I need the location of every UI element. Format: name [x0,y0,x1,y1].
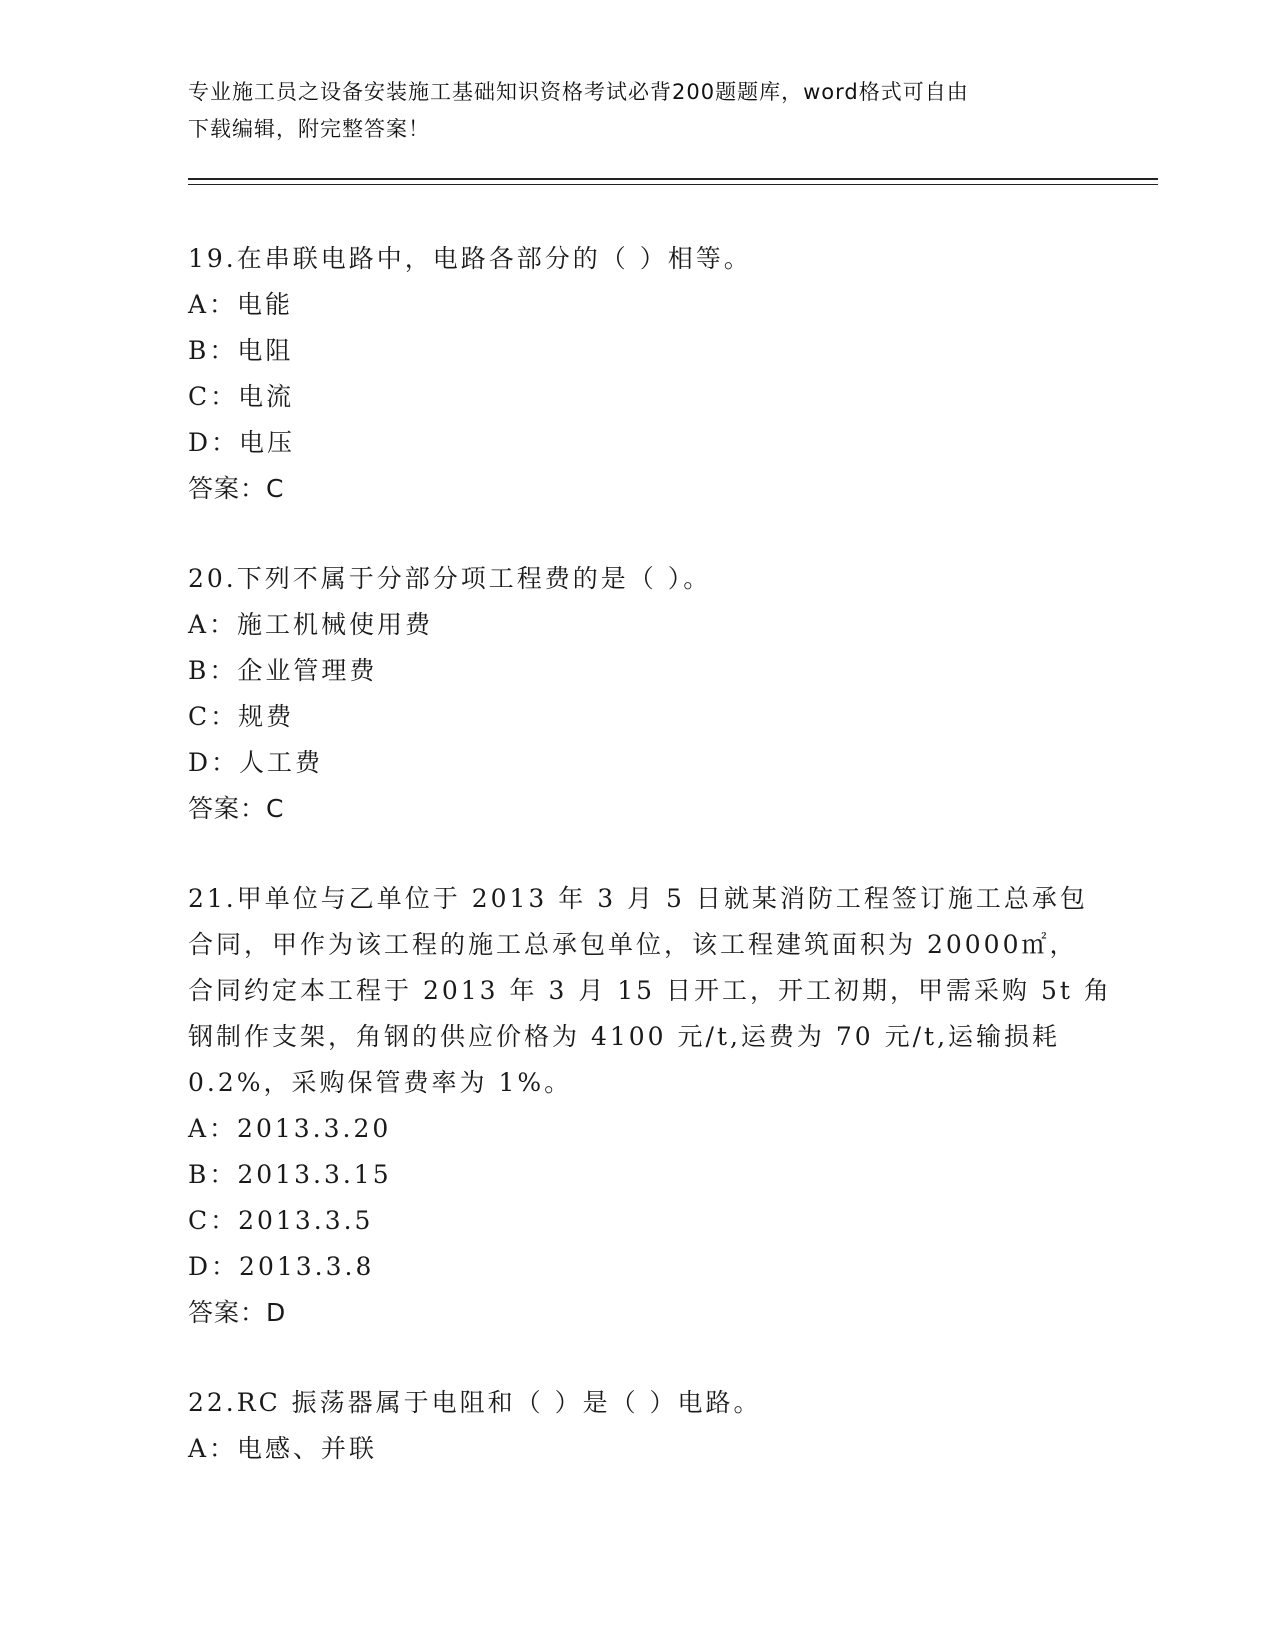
option-d: D：电压 [188,428,296,457]
option-a: A：2013.3.20 [188,1114,392,1143]
option-b: B：2013.3.15 [188,1160,392,1189]
option-a: A：电能 [188,290,294,319]
document-header [188,74,1088,148]
option-a: A：电感、并联 [188,1434,378,1463]
question-21 [188,876,1112,1336]
question-list [188,236,1112,1472]
option-c: C：2013.3.5 [188,1206,374,1235]
question-stem-line: 0.2%，采购保管费率为 1%。 [188,1068,573,1097]
question-stem: 20.下列不属于分部分项工程费的是（ ）。 [188,564,712,593]
question-stem: 22.RC 振荡器属于电阻和（ ）是（ ）电路。 [188,1388,762,1417]
option-a: A：施工机械使用费 [188,610,434,639]
question-20 [188,556,1088,832]
option-c: C：规费 [188,702,295,731]
option-c: C：电流 [188,382,295,411]
option-b: B：电阻 [188,336,294,365]
question-stem-line: 合同约定本工程于 2013 年 3 月 15 日开工，开工初期，甲需采购 5t 角 [188,976,1112,1005]
header-divider-thin [188,184,1158,185]
option-d: D：2013.3.8 [188,1252,375,1281]
question-stem-line: 合同，甲作为该工程的施工总承包单位，该工程建筑面积为 20000㎡， [188,930,1078,959]
question-stem-line: 钢制作支架，角钢的供应价格为 4100 元/t,运费为 70 元/t,运输损耗 [188,1022,1061,1051]
question-22 [188,1380,1088,1472]
answer: 答案：C [188,794,285,823]
answer: 答案：C [188,474,285,503]
option-d: D：人工费 [188,748,324,777]
question-stem: 19.在串联电路中，电路各部分的（ ）相等。 [188,244,752,273]
answer: 答案：D [188,1298,287,1327]
question-stem [188,876,1112,1106]
header-divider-thick [188,178,1158,180]
option-b: B：企业管理费 [188,656,378,685]
header-line-2: 下载编辑，附完整答案！ [188,117,430,141]
header-line-1: 专业施工员之设备安装施工基础知识资格考试必背200题题库，word格式可自由 [188,80,969,104]
question-19 [188,236,1088,512]
question-stem-line: 21.甲单位与乙单位于 2013 年 3 月 5 日就某消防工程签订施工总承包 [188,884,1088,913]
